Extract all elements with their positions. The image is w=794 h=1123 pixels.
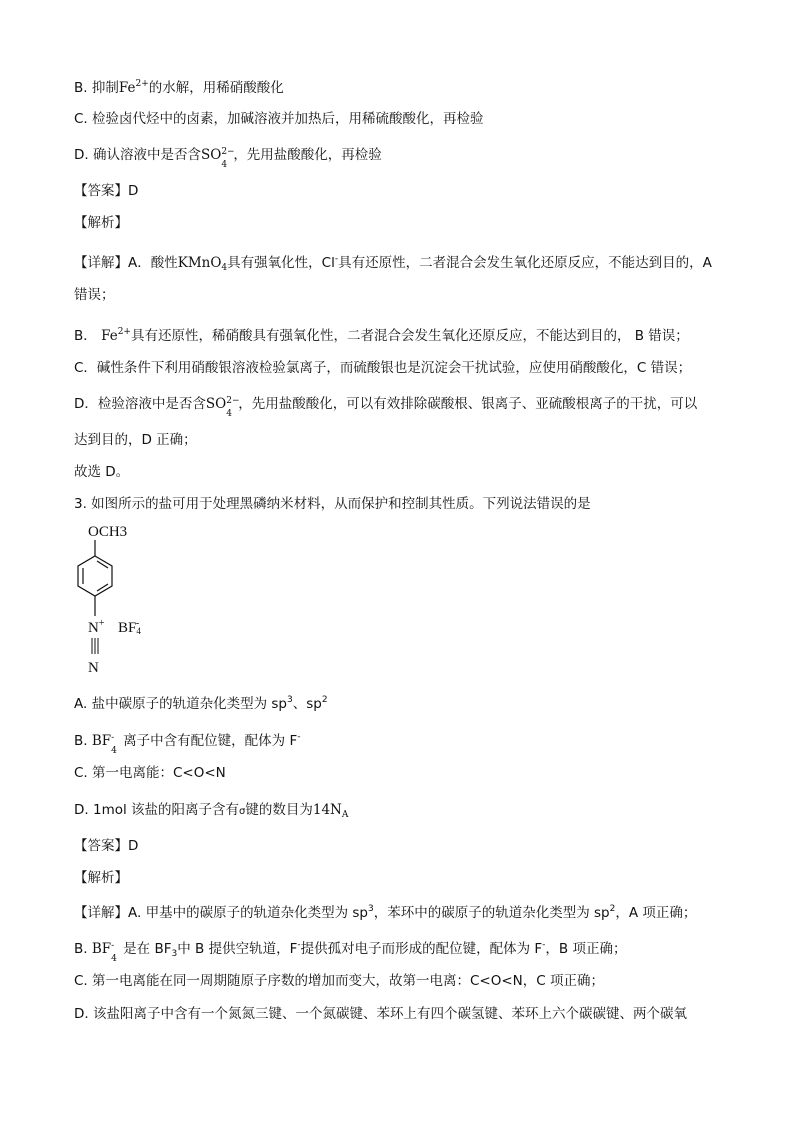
bf4-sub-2: 4 bbox=[111, 954, 117, 964]
option-d bbox=[74, 145, 382, 170]
q3-detail-c: C. 第一电离能在同一周期随原子序数的增加而变大，故第一电离：C<O<N，C 项正确； bbox=[74, 973, 604, 989]
option-d-prefix: D. 确认溶液中是否含 bbox=[74, 147, 201, 163]
option-b bbox=[74, 74, 284, 98]
so4-sup-2: 2− bbox=[226, 396, 240, 406]
option-b-suffix: 的水解，用稀硝酸酸化 bbox=[148, 80, 284, 96]
answer-1: 【答案】D bbox=[74, 183, 139, 199]
methoxy-label: OCH3 bbox=[88, 524, 128, 540]
option-c: C. 检验卤代烃中的卤素，加碱溶液并加热后，用稀硫酸酸化，再检验 bbox=[74, 111, 484, 127]
detail-d-line2: 达到目的，D 正确； bbox=[74, 432, 197, 448]
detail-c: C．碱性条件下利用硝酸银溶液检验氯离子，而硫酸银也是沉淀会干扰试验，应使用硝酸酸化，C 错误； bbox=[74, 360, 692, 376]
detail-a-line1 bbox=[74, 249, 712, 278]
fe-charge-2: 2+ bbox=[117, 327, 131, 337]
so4-symbol-2: SO bbox=[205, 396, 227, 412]
q3-a-mid: 、sp bbox=[292, 696, 322, 712]
q3-detail-b-suffix: ，B 项正确； bbox=[545, 941, 627, 957]
q3-detail-b-mid2: 中 B 提供空轨道，F bbox=[177, 941, 298, 957]
bf4-symbol: BF bbox=[91, 733, 112, 749]
f-charge-2: - bbox=[297, 940, 301, 950]
q3-detail-d: D. 该盐阳离子中含有一个氮氮三键、一个氮碳键、苯环上有四个碳氢键、苯环上六个碳碳键、两个碳氧 bbox=[74, 1006, 687, 1022]
f-charge-3: - bbox=[542, 940, 546, 950]
bf3-sub: 3 bbox=[171, 949, 178, 959]
option-d-suffix: ，先用盐酸酸化，再检验 bbox=[233, 147, 382, 163]
bf4-sub: 4 bbox=[111, 746, 117, 756]
detail-a-suffix: 具有还原性，二者混合会发生氧化还原反应，不能达到目的，A bbox=[338, 255, 712, 271]
detail-a-prefix: 【详解】A．酸性 bbox=[74, 255, 178, 271]
so4-charge bbox=[221, 147, 235, 170]
conclusion-1: 故选 D。 bbox=[74, 464, 130, 480]
bf4-sup: - bbox=[111, 733, 115, 743]
detail-d-line1 bbox=[74, 394, 698, 419]
so4-sub: 4 bbox=[221, 160, 228, 170]
so4-sub-2: 4 bbox=[226, 409, 232, 419]
f-charge: - bbox=[297, 732, 301, 742]
q3-detail-b-prefix: B. bbox=[74, 941, 92, 957]
avogadro-sub: A bbox=[341, 810, 349, 820]
cl-charge: - bbox=[334, 254, 339, 264]
detail-b-prefix: B． bbox=[74, 328, 102, 344]
detail-b-suffix: 具有还原性，稀硝酸具有强氧化性，二者混合会发生氧化还原反应，不能达到目的， B 错误； bbox=[130, 328, 689, 344]
q3-option-b bbox=[74, 727, 301, 756]
structure-svg bbox=[74, 520, 194, 680]
analysis-1: 【解析】 bbox=[74, 215, 128, 231]
detail-a-mid: 具有强氧化性，Cl bbox=[227, 255, 335, 271]
q3-d-prefix: D. 1mol 该盐的阳离子含有 bbox=[74, 802, 240, 818]
q3-a-sup1: 3 bbox=[286, 695, 293, 705]
so4-charge-2 bbox=[226, 396, 240, 419]
q3-detail-b-mid: 是在 BF bbox=[123, 941, 172, 957]
q3-option-a bbox=[74, 690, 328, 714]
q3-detail-a-mid: ，苯环中的碳原子的轨道杂化类型为 sp bbox=[373, 905, 610, 921]
diazonium-structure bbox=[74, 520, 194, 680]
q3-option-d bbox=[74, 800, 348, 825]
kmno4-sub: 4 bbox=[221, 263, 228, 273]
question-3: 3. 如图所示的盐可用于处理黑磷纳米材料，从而保护和控制其性质。下列说法错误的是 bbox=[74, 496, 591, 512]
avogadro-number: 14N bbox=[312, 802, 342, 818]
detail-d-prefix: D．检验溶液中是否含 bbox=[74, 396, 206, 412]
bf4-symbol-2: BF bbox=[91, 941, 112, 957]
q3-detail-a-sup1: 3 bbox=[367, 904, 374, 914]
q3-detail-b bbox=[74, 935, 626, 964]
bf4-charge-2 bbox=[111, 941, 123, 964]
q3-detail-a bbox=[74, 899, 696, 923]
bf4-anion-label: BF4- bbox=[118, 618, 141, 636]
detail-d-suffix: ，先用盐酸酸化，可以有效排除碳酸根、银离子、亚硫酸根离子的干扰，可以 bbox=[238, 396, 698, 412]
kmno4-symbol: KMnO bbox=[177, 255, 222, 271]
detail-a-line2: 错误； bbox=[74, 287, 115, 303]
q3-detail-b-mid3: 提供孤对电子而形成的配位键，配体为 F bbox=[300, 941, 543, 957]
fe-symbol: Fe bbox=[118, 80, 136, 96]
answer-2: 【答案】D bbox=[74, 838, 139, 854]
option-b-prefix: B. 抑制 bbox=[74, 80, 119, 96]
q3-a-prefix: A. 盐中碳原子的轨道杂化类型为 sp bbox=[74, 696, 287, 712]
detail-b bbox=[74, 322, 689, 346]
q3-b-suffix: 离子中含有配位键，配体为 F bbox=[123, 733, 298, 749]
n-plus-label: N+ bbox=[88, 618, 105, 636]
n-bottom-label: N bbox=[88, 660, 99, 676]
fe-symbol-2: Fe bbox=[101, 328, 118, 344]
so4-symbol: SO bbox=[200, 147, 222, 163]
analysis-2: 【解析】 bbox=[74, 870, 128, 886]
sigma-symbol: σ bbox=[239, 806, 246, 817]
bf4-sup-2: - bbox=[111, 941, 115, 951]
fe-charge: 2+ bbox=[135, 79, 149, 89]
q3-d-mid: 键的数目为 bbox=[245, 802, 313, 818]
so4-sup: 2− bbox=[221, 147, 235, 157]
bf4-charge bbox=[111, 733, 123, 756]
q3-detail-a-suffix: ，A 项正确； bbox=[615, 905, 697, 921]
q3-b-prefix: B. bbox=[74, 733, 92, 749]
q3-option-c: C. 第一电离能：C<O<N bbox=[74, 765, 226, 781]
q3-a-sup2: 2 bbox=[321, 695, 328, 705]
q3-detail-a-sup2: 2 bbox=[609, 904, 616, 914]
q3-detail-a-prefix: 【详解】A. 甲基中的碳原子的轨道杂化类型为 sp bbox=[74, 905, 368, 921]
